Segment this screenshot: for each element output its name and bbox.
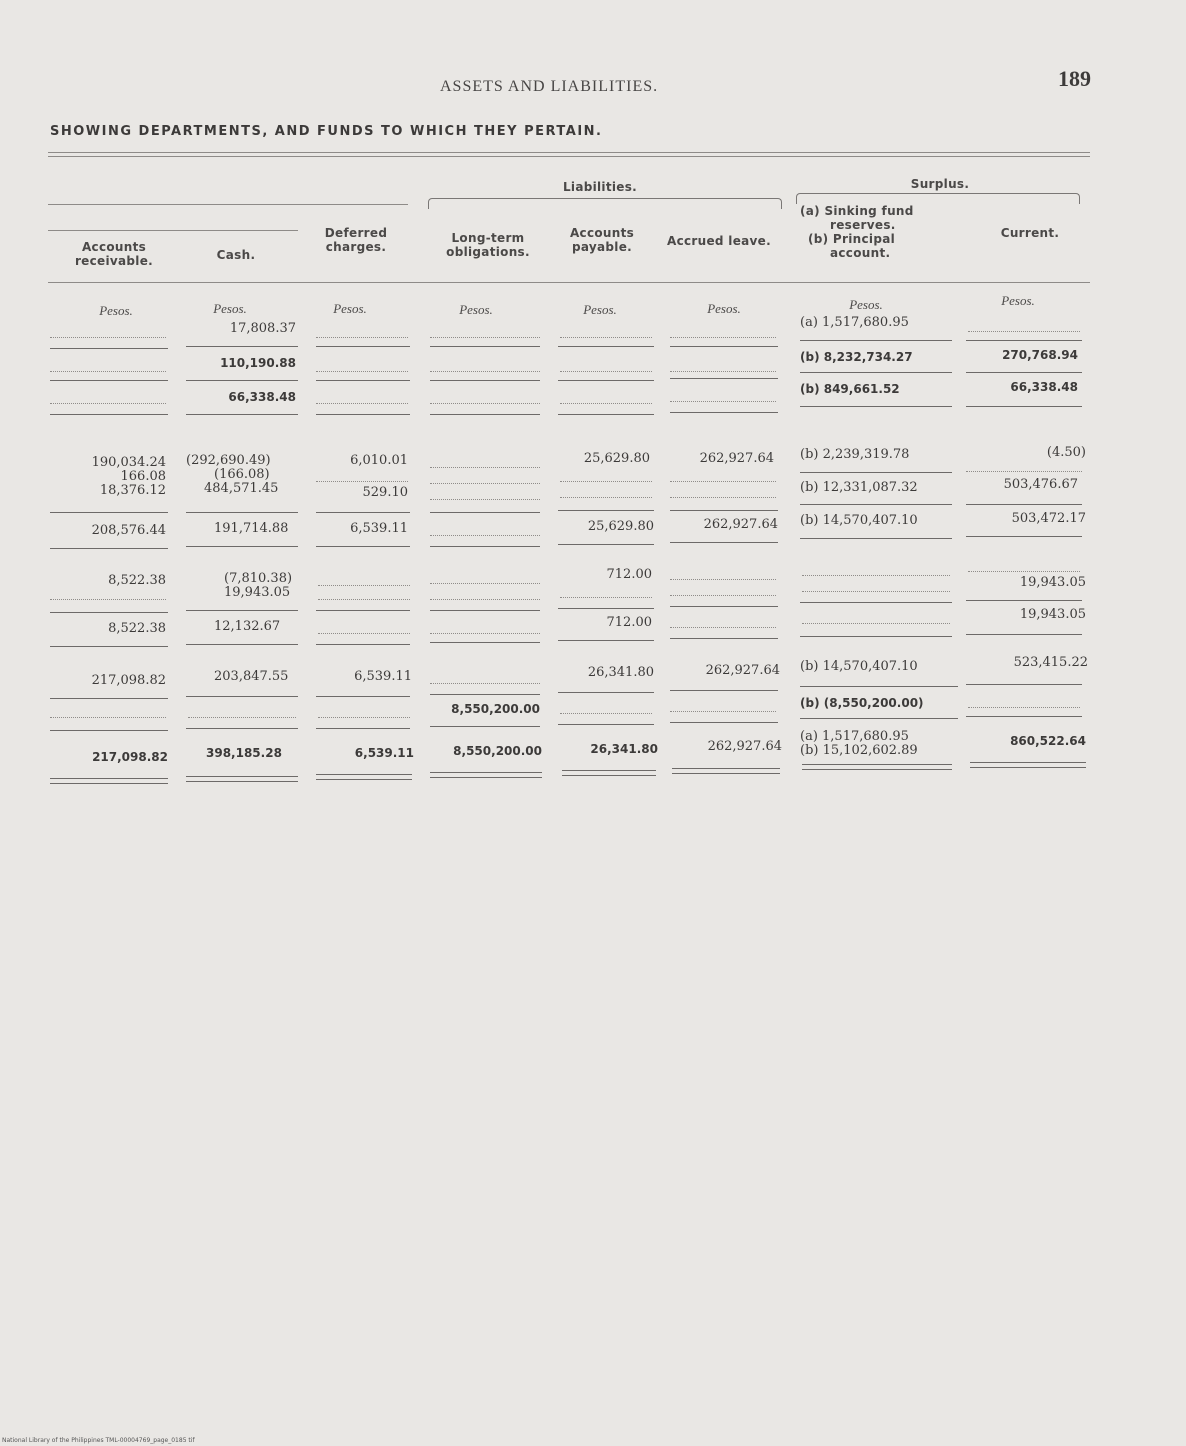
leader-dots	[670, 578, 776, 580]
sum-line	[186, 610, 298, 611]
leader-dots	[50, 402, 166, 404]
leader-dots	[670, 626, 776, 628]
sum-line	[558, 510, 654, 511]
payable-cell: 712.00	[606, 615, 652, 630]
sum-line	[430, 346, 540, 347]
sum-line	[670, 606, 778, 607]
leader-dots	[670, 480, 776, 482]
sum-line	[966, 634, 1082, 635]
sum-line	[430, 642, 540, 643]
leader-dots	[318, 632, 410, 634]
sum-line	[966, 716, 1082, 717]
double-rule	[186, 776, 298, 782]
leader-dots	[560, 402, 652, 404]
sum-line	[430, 380, 540, 381]
sum-line	[50, 698, 168, 699]
accounts-receivable-header: Accounts receivable.	[74, 240, 154, 268]
current-header: Current.	[1000, 226, 1060, 240]
sum-line	[966, 684, 1082, 685]
sum-line	[316, 414, 410, 415]
sum-line	[430, 726, 540, 727]
cash-cell: 66,338.48	[228, 390, 296, 404]
surplus-cell: (b) 2,239,319.78	[800, 447, 910, 462]
sum-line	[430, 414, 540, 415]
sum-line	[430, 512, 540, 513]
receivable-cell: 8,522.38	[108, 621, 166, 636]
sum-line	[50, 414, 168, 415]
cash-total: 398,185.28	[206, 746, 282, 760]
sum-line	[558, 380, 654, 381]
sum-line	[558, 346, 654, 347]
leader-dots	[430, 336, 540, 338]
leader-dots	[670, 594, 776, 596]
sum-line	[50, 612, 168, 613]
long-term-header: Long-term obligations.	[446, 231, 530, 259]
sum-line	[316, 644, 410, 645]
unit-label: Pesos.	[583, 302, 617, 317]
scan-footer: National Library of the Philippines TML-00004769_page_0185 tif	[2, 1437, 195, 1444]
current-cell: 19,943.05	[1019, 607, 1086, 622]
leader-dots	[316, 402, 408, 404]
sum-line	[316, 380, 410, 381]
sum-line	[800, 636, 952, 637]
leader-dots	[430, 534, 540, 536]
receivable-cell: 208,576.44	[91, 523, 166, 538]
leader-dots	[430, 402, 540, 404]
surplus-header: Surplus.	[910, 177, 970, 191]
sum-line	[50, 730, 168, 731]
liabilities-header: Liabilities.	[562, 180, 638, 194]
leader-dots	[560, 480, 652, 482]
sum-line	[316, 546, 410, 547]
current-cell: (4.50)	[1046, 445, 1086, 460]
leader-dots	[318, 716, 410, 718]
double-rule	[802, 764, 952, 770]
long-term-cell: 8,550,200.00	[451, 702, 540, 716]
top-rule-2	[48, 156, 1090, 157]
leader-dots	[430, 466, 540, 468]
sum-line	[966, 406, 1082, 407]
leader-dots	[316, 480, 408, 482]
payable-cell: 25,629.80	[583, 451, 650, 466]
sum-line	[50, 348, 168, 349]
leader-dots	[188, 716, 296, 718]
leader-dots	[50, 336, 166, 338]
sum-line	[670, 346, 778, 347]
unit-label: Pesos.	[213, 301, 247, 316]
leader-dots	[802, 622, 950, 624]
leader-dots	[316, 336, 408, 338]
leader-dots	[50, 598, 166, 600]
leader-dots	[560, 496, 652, 498]
surplus-cell: (b) 849,661.52	[800, 382, 900, 396]
sum-line	[430, 694, 540, 695]
surplus-brace	[796, 193, 1080, 204]
deferred-charges-header: Deferred charges.	[324, 226, 388, 254]
accrued-leave-cell: 262,927.64	[699, 451, 774, 466]
leader-dots	[430, 598, 540, 600]
sum-line	[186, 728, 298, 729]
sum-line	[670, 510, 778, 511]
current-cell: 503,476.67	[1003, 477, 1078, 492]
leader-dots	[670, 336, 776, 338]
unit-label: Pesos.	[1001, 293, 1035, 308]
sum-line	[800, 718, 958, 719]
leader-dots	[966, 470, 1082, 472]
sum-line	[186, 512, 298, 513]
accounts-payable-header: Accounts payable.	[569, 226, 635, 254]
long-term-total: 8,550,200.00	[453, 744, 542, 758]
cash-cell: (292,690.49) (166.08) 484,571.45	[186, 453, 279, 496]
assets-group-rule	[48, 204, 408, 205]
unit-label: Pesos.	[849, 297, 883, 312]
leader-dots	[968, 330, 1080, 332]
sum-line	[670, 722, 778, 723]
sum-line	[316, 512, 410, 513]
accrued-leave-cell: 262,927.64	[703, 517, 778, 532]
sum-line	[186, 380, 298, 381]
sum-line	[800, 504, 952, 505]
sum-line	[430, 610, 540, 611]
sum-line	[186, 546, 298, 547]
table-subtitle: SHOWING DEPARTMENTS, AND FUNDS TO WHICH THEY PERTAIN.	[50, 124, 603, 139]
cash-cell: 17,808.37	[229, 321, 296, 336]
leader-dots	[560, 336, 652, 338]
sum-line	[50, 646, 168, 647]
payable-cell: 26,341.80	[587, 665, 654, 680]
sum-line	[966, 372, 1082, 373]
double-rule	[430, 772, 542, 778]
sum-line	[50, 548, 168, 549]
sum-line	[670, 378, 778, 379]
sum-line	[316, 610, 410, 611]
leader-dots	[318, 584, 410, 586]
sum-line	[670, 542, 778, 543]
current-cell: 19,943.05	[1019, 575, 1086, 590]
sum-line	[430, 546, 540, 547]
leader-dots	[802, 574, 950, 576]
sum-line	[966, 600, 1082, 601]
leader-dots	[430, 682, 540, 684]
leader-dots	[968, 570, 1080, 572]
top-rule	[48, 152, 1090, 153]
sum-line	[800, 538, 952, 539]
deferred-total: 6,539.11	[354, 746, 414, 760]
sum-line	[800, 340, 952, 341]
unit-label: Pesos.	[707, 301, 741, 316]
sum-line	[966, 504, 1082, 505]
double-rule	[970, 762, 1086, 768]
cash-header: Cash.	[216, 248, 256, 262]
current-cell: 523,415.22	[1013, 655, 1088, 670]
page-number: 189	[1058, 66, 1091, 91]
surplus-cell: (b) 14,570,407.10	[800, 513, 918, 528]
payable-total: 26,341.80	[590, 742, 658, 756]
leader-dots	[430, 498, 540, 500]
sum-line	[670, 412, 778, 413]
leader-dots	[430, 632, 540, 634]
cash-cell: 12,132.67	[214, 619, 281, 634]
sum-line	[186, 696, 298, 697]
sum-line	[558, 544, 654, 545]
deferred-cell: 6,539.11	[350, 521, 408, 536]
leader-dots	[670, 496, 776, 498]
leader-dots	[802, 590, 950, 592]
leader-dots	[670, 710, 776, 712]
leader-dots	[560, 370, 652, 372]
sum-line	[50, 380, 168, 381]
sum-line	[800, 472, 952, 473]
sum-line	[186, 644, 298, 645]
leader-dots	[670, 400, 776, 402]
current-cell: 503,472.17	[1011, 511, 1086, 526]
leader-dots	[50, 370, 166, 372]
surplus-cell: (b) 8,232,734.27	[800, 350, 913, 364]
accrued-leave-total: 262,927.64	[707, 739, 782, 754]
double-rule	[50, 778, 168, 784]
sum-line	[800, 602, 952, 603]
sum-line	[800, 686, 958, 687]
receivable-cell: 217,098.82	[91, 673, 166, 688]
sum-line	[558, 640, 654, 641]
header-bottom-rule	[48, 282, 1090, 283]
current-cell: 270,768.94	[1002, 348, 1078, 362]
receivable-cell: 190,034.24 166.08 18,376.12	[91, 455, 166, 498]
sum-line	[316, 696, 410, 697]
cash-cell: 110,190.88	[220, 356, 296, 370]
surplus-cell: (b) 12,331,087.32	[800, 480, 918, 495]
surplus-cell: (b) 14,570,407.10	[800, 659, 918, 674]
sum-line	[800, 372, 952, 373]
assets-sub-rule	[48, 230, 298, 231]
sum-line	[966, 536, 1082, 537]
payable-cell: 25,629.80	[587, 519, 654, 534]
sum-line	[316, 346, 410, 347]
leader-dots	[670, 370, 776, 372]
sum-line	[558, 724, 654, 725]
leader-dots	[560, 712, 652, 714]
liabilities-brace	[428, 198, 782, 209]
cash-cell: 191,714.88	[214, 521, 289, 536]
leader-dots	[316, 370, 408, 372]
sum-line	[670, 638, 778, 639]
leader-dots	[430, 482, 540, 484]
receivable-total: 217,098.82	[92, 750, 168, 764]
sum-line	[558, 414, 654, 415]
surplus-cell: (b) (8,550,200.00)	[800, 696, 924, 710]
sum-line	[558, 692, 654, 693]
sum-line	[558, 608, 654, 609]
leader-dots	[430, 370, 540, 372]
running-head: ASSETS AND LIABILITIES.	[440, 78, 659, 95]
deferred-cell: 6,539.11	[354, 669, 412, 684]
payable-cell: 712.00	[606, 567, 652, 582]
leader-dots	[430, 582, 540, 584]
deferred-cell: 529.10	[362, 485, 408, 500]
sum-line	[966, 340, 1082, 341]
deferred-cell: 6,010.01	[350, 453, 408, 468]
sum-line	[670, 690, 778, 691]
cash-cell: 203,847.55	[214, 669, 289, 684]
double-rule	[672, 768, 780, 774]
double-rule	[316, 774, 412, 780]
sum-line	[186, 346, 298, 347]
sum-line	[50, 512, 168, 513]
current-total: 860,522.64	[1010, 734, 1086, 748]
surplus-total: (a) 1,517,680.95 (b) 15,102,602.89	[800, 729, 918, 758]
current-cell: 66,338.48	[1010, 380, 1078, 394]
unit-label: Pesos.	[99, 303, 133, 318]
sum-line	[186, 414, 298, 415]
cash-cell: (7,810.38) 19,943.05	[224, 571, 293, 600]
accrued-leave-header: Accrued leave.	[667, 234, 771, 248]
sinking-fund-header: (a) Sinking fund reserves. (b) Principal account.	[800, 204, 914, 260]
double-rule	[562, 770, 656, 776]
unit-label: Pesos.	[459, 302, 493, 317]
sum-line	[800, 406, 952, 407]
surplus-cell: (a) 1,517,680.95	[800, 315, 909, 330]
accrued-leave-cell: 262,927.64	[705, 663, 780, 678]
sum-line	[316, 728, 410, 729]
leader-dots	[560, 596, 652, 598]
leader-dots	[968, 706, 1080, 708]
leader-dots	[50, 716, 166, 718]
leader-dots	[318, 598, 410, 600]
receivable-cell: 8,522.38	[108, 573, 166, 588]
unit-label: Pesos.	[333, 301, 367, 316]
